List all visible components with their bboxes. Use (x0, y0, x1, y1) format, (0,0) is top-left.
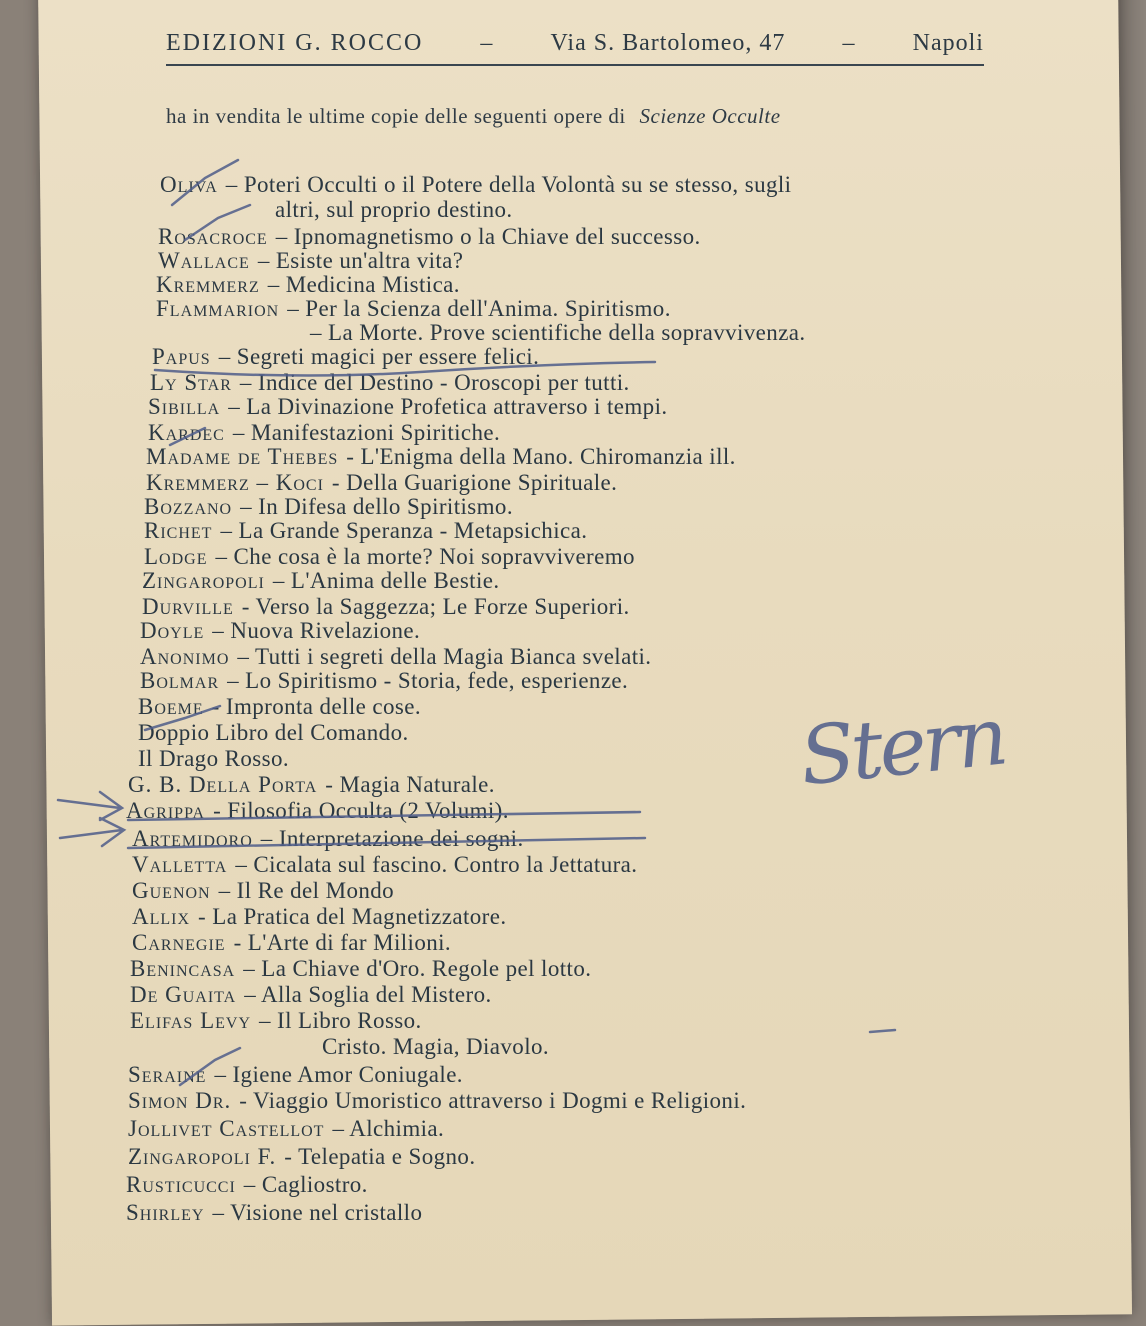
page-header (166, 30, 984, 57)
entry-title: – Manifestazioni Spiritiche. (232, 420, 501, 445)
entry-title: – La Grande Speranza - Metapsichica. (220, 518, 588, 543)
entry-title: – Ipnomagnetismo o la Chiave del successo. (275, 224, 701, 249)
entry-author: Kremmerz (156, 272, 260, 297)
list-item (148, 394, 668, 420)
publisher-name: EDIZIONI G. ROCCO (166, 30, 424, 56)
entry-title: - Della Guarigione Spirituale. (331, 470, 618, 495)
entry-author: Allix (132, 904, 191, 929)
entry-title: – In Difesa dello Spiritismo. (240, 494, 513, 519)
entry-author: Shirley (126, 1200, 205, 1225)
entry-author: Agrippa (126, 798, 206, 823)
entry-author: Simon Dr. (128, 1088, 232, 1113)
intro-line (166, 104, 996, 129)
list-item (132, 852, 637, 878)
entry-author: Elifas Levy (130, 1008, 251, 1033)
entry-author: Valletta (132, 852, 228, 877)
list-item (322, 1034, 549, 1060)
entry-title: – Esiste un'altra vita? (257, 248, 464, 273)
entry-author: Jollivet Castellot (128, 1116, 325, 1141)
entry-author: Kardec (148, 420, 225, 445)
list-item (158, 224, 701, 250)
entry-author: Kremmerz – Koci (146, 470, 324, 495)
list-item (144, 518, 587, 544)
entry-author: Rusticucci (126, 1172, 236, 1197)
entry-author: Sibilla (148, 394, 221, 419)
entry-title: – Tutti i segreti della Magia Bianca svelati. (237, 644, 652, 669)
list-item (142, 568, 500, 594)
entry-title: – Alla Soglia del Mistero. (244, 982, 492, 1007)
entry-author: Oliva (160, 172, 218, 197)
entry-title: – Lo Spiritismo - Storia, fede, esperienze. (227, 668, 629, 693)
list-item (148, 420, 500, 446)
entry-title: – La Chiave d'Oro. Regole pel lotto. (243, 956, 592, 981)
list-item (310, 320, 806, 346)
list-item (146, 444, 736, 470)
entry-author: Flammarion (156, 296, 280, 321)
entry-title: – Medicina Mistica. (267, 272, 460, 297)
list-item (126, 798, 509, 824)
entry-title: – Interpretazione dei sogni. (260, 826, 524, 851)
list-item (152, 344, 539, 370)
entry-title: – Cicalata sul fascino. Contro la Jettatura. (235, 852, 638, 877)
entry-author: Boeme (138, 694, 204, 719)
entry-author: Durville (142, 594, 234, 619)
entry-title: Cristo. Magia, Diavolo. (322, 1034, 550, 1059)
list-item (128, 1116, 444, 1142)
list-item (158, 248, 463, 274)
list-item (146, 470, 617, 496)
list-item (130, 982, 492, 1008)
entry-title: – Indice del Destino - Oroscopi per tutti. (239, 370, 630, 395)
list-item (144, 544, 635, 570)
publisher-address: Via S. Bartolomeo, 47 (550, 30, 786, 56)
list-item (128, 1062, 463, 1088)
entry-author: De Guaita (130, 982, 237, 1007)
entry-author: G. B. Della Porta (128, 772, 318, 797)
entry-title: Doppio Libro del Comando. (138, 720, 409, 745)
entry-title: - Verso la Saggezza; Le Forze Superiori. (241, 594, 630, 619)
entry-author: Doyle (140, 618, 205, 643)
entry-title: - Filosofia Occulta (2 Volumi). (213, 798, 509, 823)
list-item (138, 746, 289, 772)
entry-title: – Che cosa è la morte? Noi sopravviveremo (215, 544, 635, 569)
list-item (156, 272, 460, 298)
list-item (150, 370, 630, 396)
entry-title: - Impronta delle cose. (211, 694, 422, 719)
entry-author: Benincasa (130, 956, 236, 981)
entry-title: – Poteri Occulti o il Potere della Volontà su se stesso, sugli (225, 172, 792, 197)
entry-title: – Cagliostro. (243, 1172, 368, 1197)
list-item (138, 720, 409, 746)
list-item (126, 1172, 368, 1198)
intro-text: ha in vendita le ultime copie delle seguenti opere di (166, 104, 626, 128)
entry-author: Artemidoro (132, 826, 253, 851)
entry-author: Zingaropoli (142, 568, 265, 593)
entry-author: Madame de Thebes (146, 444, 339, 469)
entry-author: Lodge (144, 544, 208, 569)
list-item (142, 594, 630, 620)
entry-title: - Telepatia e Sogno. (284, 1144, 476, 1169)
list-item (132, 904, 507, 930)
entry-author: Bolmar (140, 668, 220, 693)
list-item (132, 930, 451, 956)
entry-title: - La Pratica del Magnetizzatore. (198, 904, 507, 929)
entry-title: – L'Anima delle Bestie. (272, 568, 500, 593)
entry-title: – Il Libro Rosso. (259, 1008, 422, 1033)
entry-title: – Segreti magici per essere felici. (218, 344, 540, 369)
header-separator: – (842, 30, 856, 56)
list-item (128, 772, 495, 798)
list-item (140, 618, 420, 644)
entry-title: – Visione nel cristallo (212, 1200, 423, 1225)
list-item (140, 668, 628, 694)
entry-author: Wallace (158, 248, 250, 273)
entry-title: - Viaggio Umoristico attraverso i Dogmi e Religioni. (239, 1088, 747, 1113)
entry-author: Anonimo (140, 644, 230, 669)
list-item (128, 1088, 746, 1114)
entry-author: Carnegie (132, 930, 226, 955)
entry-title: - L'Arte di far Milioni. (233, 930, 452, 955)
entry-title: Il Drago Rosso. (138, 746, 290, 771)
entry-title: - L'Enigma della Mano. Chiromanzia ill. (346, 444, 736, 469)
publisher-city: Napoli (912, 30, 984, 56)
list-item (130, 956, 591, 982)
entry-author: Zingaropoli F. (128, 1144, 277, 1169)
entry-title: – Per la Scienza dell'Anima. Spiritismo. (287, 296, 671, 321)
list-item (275, 197, 513, 223)
header-rule (166, 64, 984, 66)
list-item (156, 296, 671, 322)
entry-author: Guenon (132, 878, 211, 903)
list-item (160, 172, 791, 198)
list-item (132, 878, 394, 904)
list-item (140, 644, 651, 670)
entry-title: altri, sul proprio destino. (275, 197, 513, 222)
list-item (130, 1008, 422, 1034)
entry-author: Seraine (128, 1062, 207, 1087)
entry-author: Rosacroce (158, 224, 268, 249)
intro-emphasis: Scienze Occulte (639, 104, 781, 128)
entry-title: – La Morte. Prove scientifiche della sopravvivenza. (310, 320, 806, 345)
entry-title: – Il Re del Mondo (218, 878, 395, 903)
header-separator: – (480, 30, 494, 56)
entry-title: – Igiene Amor Coniugale. (214, 1062, 463, 1087)
entry-title: – Nuova Rivelazione. (212, 618, 421, 643)
list-item (128, 1144, 475, 1170)
list-item (144, 494, 513, 520)
handwritten-signature: Stern (795, 689, 1009, 804)
entry-author: Richet (144, 518, 213, 543)
entry-title: - Magia Naturale. (325, 772, 495, 797)
entry-author: Papus (152, 344, 211, 369)
entry-title: – Alchimia. (332, 1116, 445, 1141)
list-item (132, 826, 524, 852)
list-item (126, 1200, 422, 1226)
entry-author: Ly Star (150, 370, 232, 395)
list-item (138, 694, 421, 720)
entry-author: Bozzano (144, 494, 233, 519)
entry-title: – La Divinazione Profetica attraverso i tempi. (228, 394, 668, 419)
